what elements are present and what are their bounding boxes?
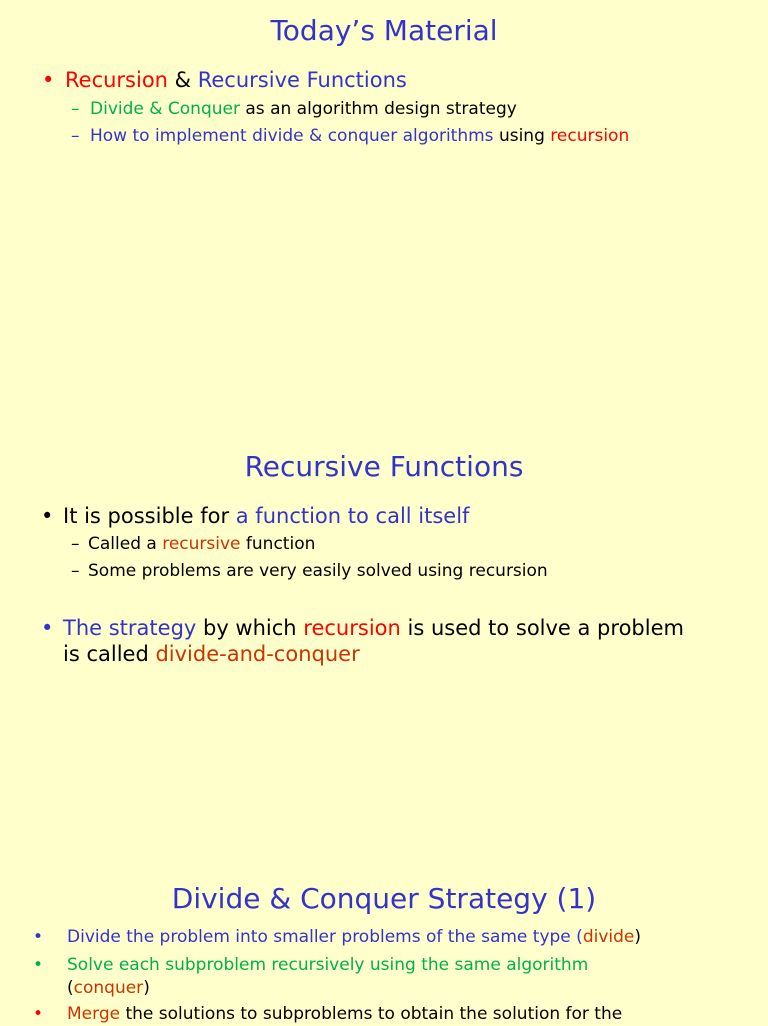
bullet-solve-line2 [67, 977, 150, 1000]
text-divide-and-conquer: divide-and-conquer [155, 642, 360, 666]
text-strategy-desc: as an algorithm design strategy [239, 99, 517, 119]
sub-bullet-divide-conquer [71, 98, 517, 120]
dash-mark: – [71, 126, 80, 146]
sub-bullet-easily-solved [71, 560, 548, 582]
slide-title: Today’s Material [270, 14, 498, 47]
bullet-solve [33, 954, 588, 977]
dash-mark: – [71, 534, 80, 554]
slide-title: Divide & Conquer Strategy (1) [171, 882, 597, 915]
text-merge: Merge [67, 1004, 121, 1024]
sub-bullet-called-recursive [71, 533, 315, 555]
text-function: function [240, 534, 316, 554]
sub-bullet-implement [71, 125, 629, 147]
text-used-to-solve: is used to solve a problem [400, 616, 684, 640]
bullet-strategy [41, 615, 684, 641]
text-some-problems: Some problems are very easily solved using recursion [88, 561, 548, 581]
slide-title: Recursive Functions [244, 450, 524, 483]
bullet-merge [33, 1003, 622, 1026]
text-solve-each: Solve each subproblem recursively using the same algorithm [67, 955, 589, 975]
text-is-called: is called [63, 642, 156, 666]
bullet-mark: • [33, 927, 44, 947]
bullet-recursion [42, 67, 407, 93]
bullet-mark: • [42, 68, 55, 92]
text-close-paren: ) [143, 978, 150, 998]
text-divide: divide [582, 927, 635, 947]
text-conquer: conquer [73, 978, 144, 998]
text-divide-conquer: Divide & Conquer [90, 99, 240, 119]
text-ampersand: & [168, 68, 198, 92]
text-recursive: recursive [162, 534, 241, 554]
text-recursive-functions: Recursive Functions [197, 68, 407, 92]
text-recursion-word: recursion [550, 126, 630, 146]
text-recursion: Recursion [65, 68, 168, 92]
text-it-is-possible: It is possible for [63, 504, 236, 528]
text-how-to-implement: How to implement divide & conquer algorithms [90, 126, 494, 146]
dash-mark: – [71, 99, 80, 119]
bullet-mark: • [41, 616, 54, 640]
text-recursion-word: recursion [303, 616, 401, 640]
bullet-function-call-itself [41, 503, 469, 529]
bullet-mark: • [41, 504, 54, 528]
text-open-paren: ( [67, 978, 74, 998]
bullet-strategy-line2 [63, 641, 360, 667]
text-using: using [493, 126, 551, 146]
text-function-call-itself: a function to call itself [235, 504, 470, 528]
bullet-divide [33, 926, 641, 949]
bullet-mark: • [33, 955, 44, 975]
text-divide-problem: Divide the problem into smaller problems of the same type ( [67, 927, 583, 947]
bullet-mark: • [33, 1004, 44, 1024]
text-the-strategy: The strategy [63, 616, 197, 640]
dash-mark: – [71, 561, 80, 581]
text-called-a: Called a [88, 534, 163, 554]
text-by-which: by which [196, 616, 304, 640]
text-merge-desc: the solutions to subproblems to obtain the solution for the [120, 1004, 623, 1024]
text-close-paren: ) [634, 927, 642, 947]
